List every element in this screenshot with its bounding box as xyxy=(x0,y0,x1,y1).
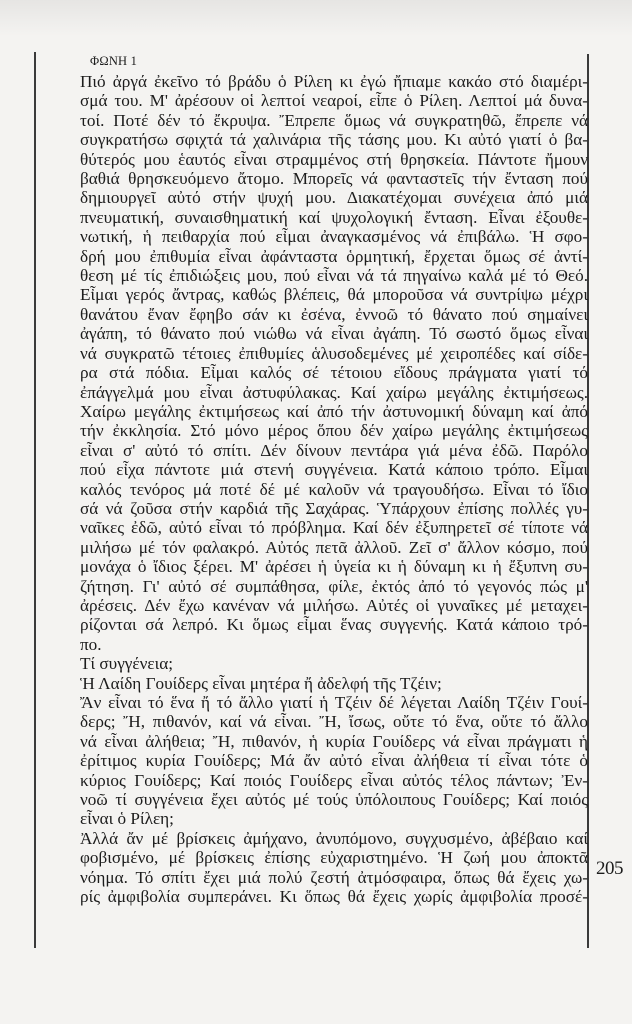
text-line: φοβισμένο, μέ βρίσκεις ἐπίσης εὐχαριστημένο. Ἡ ζωή μου ἀποκτᾶ xyxy=(80,848,588,868)
text-line: εἶναι ὁ Ρίλεη; xyxy=(80,809,174,829)
text-line: ρίς ἀμφιβολία συμπεράνει. Κι ὅπως θά ἔχεις χωρίς ἀμφιβολία προσέ- xyxy=(80,887,588,907)
text-line: καλός τενόρος μά ποτέ δέ μέ καλοῦν νά τραγουδήσω. Εἶναι τό ἴδιο xyxy=(80,479,588,499)
text-line: βαθιά θρησκευόμενο ἄτομο. Μπορεῖς νά φανταστεῖς τήν ἔνταση πού xyxy=(80,169,588,189)
text-line: ἐπάγγελμά μου εἶναι ἀστυφύλακας. Καί χαίρω μεγάλης ἐκτιμήσεως. xyxy=(80,382,588,402)
text-line: ἀρέσεις. Δέν ἔχω κανέναν νά μιλήσω. Αὐτές οἱ γυναῖκες μέ μεταχει- xyxy=(80,595,588,615)
text-line: Πιό ἀργά ἐκεῖνο τό βράδυ ὁ Ρίλεη κι ἐγώ ἤπιαμε κακάο στό διαμέρι- xyxy=(80,72,588,91)
text-line: ἐρίτιμος κυρία Γουίδερς; Μά ἄν αὐτό εἶναι ἀλήθεια τί εἶναι τότε ὁ xyxy=(80,751,588,771)
text-line: πο. xyxy=(80,634,102,654)
text-line: μονάχα ὁ ἴδιος ξέρει. Μ' ἀρέσει ἡ ὑγεία κι ἡ δύναμη κι ἡ ἔξυπνη συ- xyxy=(80,557,588,577)
text-line: ἀγάπη, τό θάνατο πού νιώθω νά εἶναι ἀγάπη. Τό σωστό ὅμως εἶναι xyxy=(80,324,588,344)
page-number: 205 xyxy=(596,858,623,879)
text-line: νά εἶναι ἀλήθεια; Ἤ, πιθανόν, ἡ κυρία Γουίδερς νά εἶναι πράγματι ἡ xyxy=(80,731,588,751)
text-line: Ἄν εἶναι τό ἕνα ἤ τό ἄλλο γιατί ἡ Τζέιν δέ λέγεται Λαίδη Τζέιν Γουί- xyxy=(80,693,588,712)
text-line: Χαίρω μεγάλης ἐκτιμήσεως καί ἀπό τήν ἀστυνομική δύναμη καί ἀπό xyxy=(80,401,588,421)
text-line: Ἀλλά ἄν μέ βρίσκεις ἀμήχανο, ἀνυπόμονο, συγχυσμένο, ἀβέβαιο καί xyxy=(80,828,588,848)
text-line: νόημα. Τό σπίτι ἔχει μιά πολύ ζεστή ἀτμόσφαιρα, ὅπως θά ἔχεις χω- xyxy=(80,867,588,887)
text-line: θεση μέ τίς ἐπιδιώξεις μου, πού εἶναι νά τά πηγαίνω καλά μέ τό Θεό. xyxy=(80,266,588,286)
text-line: μιλήσω μέ τόν φαλακρό. Αὐτός πετᾶ ἀλλοῦ. Ζεῖ σ' ἄλλον κόσμο, πού xyxy=(80,537,588,557)
text-column xyxy=(80,52,588,906)
text-line: νοῶ τί συγγένεια ἔχει αὐτός μέ τούς ὑπόλοιπους Γουίδερς; Καί ποιός xyxy=(80,790,588,810)
left-margin-rule xyxy=(34,52,36,948)
text-line: ρα στά πόδια. Εἶμαι καλός σέ τέτοιου εἴδους πράγματα γιατί τό xyxy=(80,363,588,383)
section-heading: ΦΩΝΗ 1 xyxy=(90,54,138,68)
text-line: κύριος Γουίδερς; Καί ποιός Γουίδερς εἶναι αὐτός τέλος πάντων; Ἐν- xyxy=(80,770,588,790)
text-line: δερς; Ἤ, πιθανόν, καί νά εἶναι. Ἤ, ἴσως, οὔτε τό ἕνα, οὔτε τό ἄλλο xyxy=(80,712,588,732)
text-line: νωτική, ἡ πειθαρχία πού εἶμαι ἀναγκασμένος νά ἐπιβάλω. Ἡ σφο- xyxy=(80,227,588,247)
text-line: σμά του. Μ' ἀρέσουν οἱ λεπτοί νεαροί, εἶπε ὁ Ρίλεη. Λεπτοί μά δυνα- xyxy=(80,91,588,111)
text-line: Εἶμαι γερός ἄντρας, καθώς βλέπεις, θά μποροῦσα νά συντρίψω μέχρι xyxy=(80,285,588,305)
text-line: θύτερός μου ἑαυτός εἶναι στραμμένος στή θρησκεία. Πάντοτε ἤμουν xyxy=(80,149,588,169)
text-line: νά συγκρατῶ τέτοιες ἐπιθυμίες ἁλυσοδεμένες μέ χειροπέδες καί σίδε- xyxy=(80,343,588,363)
text-line: ναῖκες ἐδῶ, αὐτό εἶναι τό πρόβλημα. Καί δέν ἐξυπηρετεῖ σέ τίποτε νά xyxy=(80,518,588,538)
text-line: τοί. Ποτέ δέν τό ἔκρυψα. Ἔπρεπε ὅμως νά συγκρατηθῶ, ἔπρεπε νά xyxy=(80,110,588,130)
text-line: συγκρατήσω σφιχτά τά χαλινάρια τῆς τάσης μου. Κι αὐτό γιατί ὁ βα- xyxy=(80,130,588,150)
text-line: πού εἶχα πάντοτε μιά στενή συγγένεια. Κατά κάποιο τρόπο. Εἶμαι xyxy=(80,460,588,480)
text-line: δρή μου ἐπιθυμία εἶναι ἀφάνταστα ὁρμητική, ἔρχεται ὅμως σέ ἀντί- xyxy=(80,246,588,266)
text-line: δημιουργεῖ αὐτό στήν ψυχή μου. Διακατέχομαι συνέχεια ἀπό μιά xyxy=(80,188,588,208)
text-line: Ἡ Λαίδη Γουίδερς εἶναι μητέρα ἤ ἀδελφή τῆς Τζέιν; xyxy=(80,673,442,693)
body-text xyxy=(80,72,588,906)
text-line: ζήτηση. Γι' αὐτό σέ συμπάθησα, φίλε, ἐκτός ἀπό τό γεγονός πώς μ' xyxy=(80,576,588,596)
scan-shadow xyxy=(0,0,632,36)
text-line: ρίζονται σά λεπρό. Κι ὅμως εἶμαι ἕνας συγγενής. Κατά κάποιο τρό- xyxy=(80,615,588,635)
text-line: πνευματική, συναισθηματική καί ψυχολογική ἔνταση. Εἶναι ἐξουθε- xyxy=(80,207,588,227)
text-line: θανάτου ἔναν ἔφηβο σάν κι ἐσένα, ἐννοῶ τό θάνατο πού σημαίνει xyxy=(80,304,588,324)
text-line: σά νά ζοῦσα στήν καρδιά τῆς Σαχάρας. Ὑπάρχουν ἐπίσης πολλές γυ- xyxy=(80,498,588,518)
text-line: Τί συγγένεια; xyxy=(80,654,173,674)
text-line: εἶναι σ' αὐτό τό σπίτι. Δέν δίνουν πεντάρα γιά μένα ἐδῶ. Παρόλο xyxy=(80,440,588,460)
text-line: τήν ἐκκλησία. Στό μόνο μέρος ὅπου δέν χαίρω μεγάλης ἐκτιμήσεως xyxy=(80,421,588,441)
